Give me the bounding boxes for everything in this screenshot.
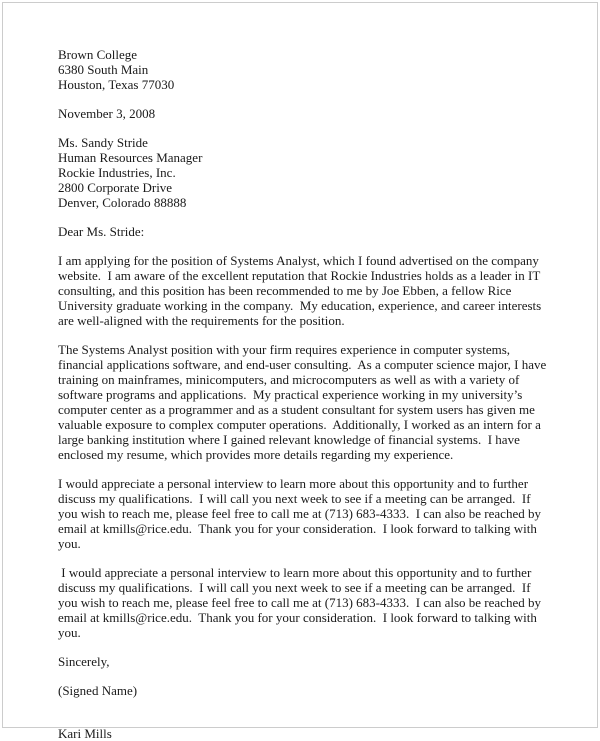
letter-page: [2, 2, 598, 741]
sender-street: 6380 South Main: [58, 62, 149, 77]
sender-city: Houston, Texas 77030: [58, 77, 175, 92]
body-paragraph-2: The Systems Analyst position with your firm requires experience in computer systems, financial applications software, and end-user consulting. As a computer science major, I have training on mainframes, minicomputers, and microcomputers as well as with a variety of software programs and applications. My practical experience working in my university’s computer center as a programmer and as a student consultant for system users has given me valuable exposure to complex computer operations. Additionally, I worked as an intern for a large banking institution where I gained relevant knowledge of financial systems. I have enclosed my resume, which provides more details regarding my experience.: [58, 342, 550, 462]
body-paragraph-3: I would appreciate a personal interview to learn more about this opportunity and to further discuss my qualifications. I will call you next week to see if a meeting can be arranged. If you wish to reach me, please feel free to call me at (713) 683-4333. I can also be reached by email at kmills@rice.edu. Thank you for your consideration. I look forward to talking with you.: [58, 476, 545, 551]
sender-name: Brown College: [58, 47, 138, 62]
recipient-company: Rockie Industries, Inc.: [58, 165, 176, 180]
recipient-street: 2800 Corporate Drive: [58, 180, 173, 195]
date-line: November 3, 2008: [58, 106, 156, 121]
recipient-city: Denver, Colorado 88888: [58, 195, 187, 210]
body-paragraph-4: I would appreciate a personal interview to learn more about this opportunity and to further discuss my qualifications. I will call you next week to see if a meeting can be arranged. If you wish to reach me, please feel free to call me at (713) 683-4333. I can also be reached by email at kmills@rice.edu. Thank you for your consideration. I look forward to talking with you.: [58, 565, 545, 640]
sender-address-block: [58, 47, 547, 92]
recipient-title: Human Resources Manager: [58, 150, 203, 165]
closing: Sincerely,: [58, 654, 110, 669]
recipient-address-block: [58, 135, 547, 210]
body-paragraph-1: I am applying for the position of Systems Analyst, which I found advertised on the company website. I am aware of the excellent reputation that Rockie Industries holds as a leader in IT consulting, and this position has been recommended to me by Joe Ebben, a fellow Rice University graduate working in the company. My education, experience, and career interests are well-aligned with the requirements for the position.: [58, 253, 545, 328]
recipient-name: Ms. Sandy Stride: [58, 135, 148, 150]
salutation: Dear Ms. Stride:: [58, 224, 145, 239]
signature-name: Kari Mills: [58, 726, 112, 741]
signature-placeholder: (Signed Name): [58, 683, 138, 698]
